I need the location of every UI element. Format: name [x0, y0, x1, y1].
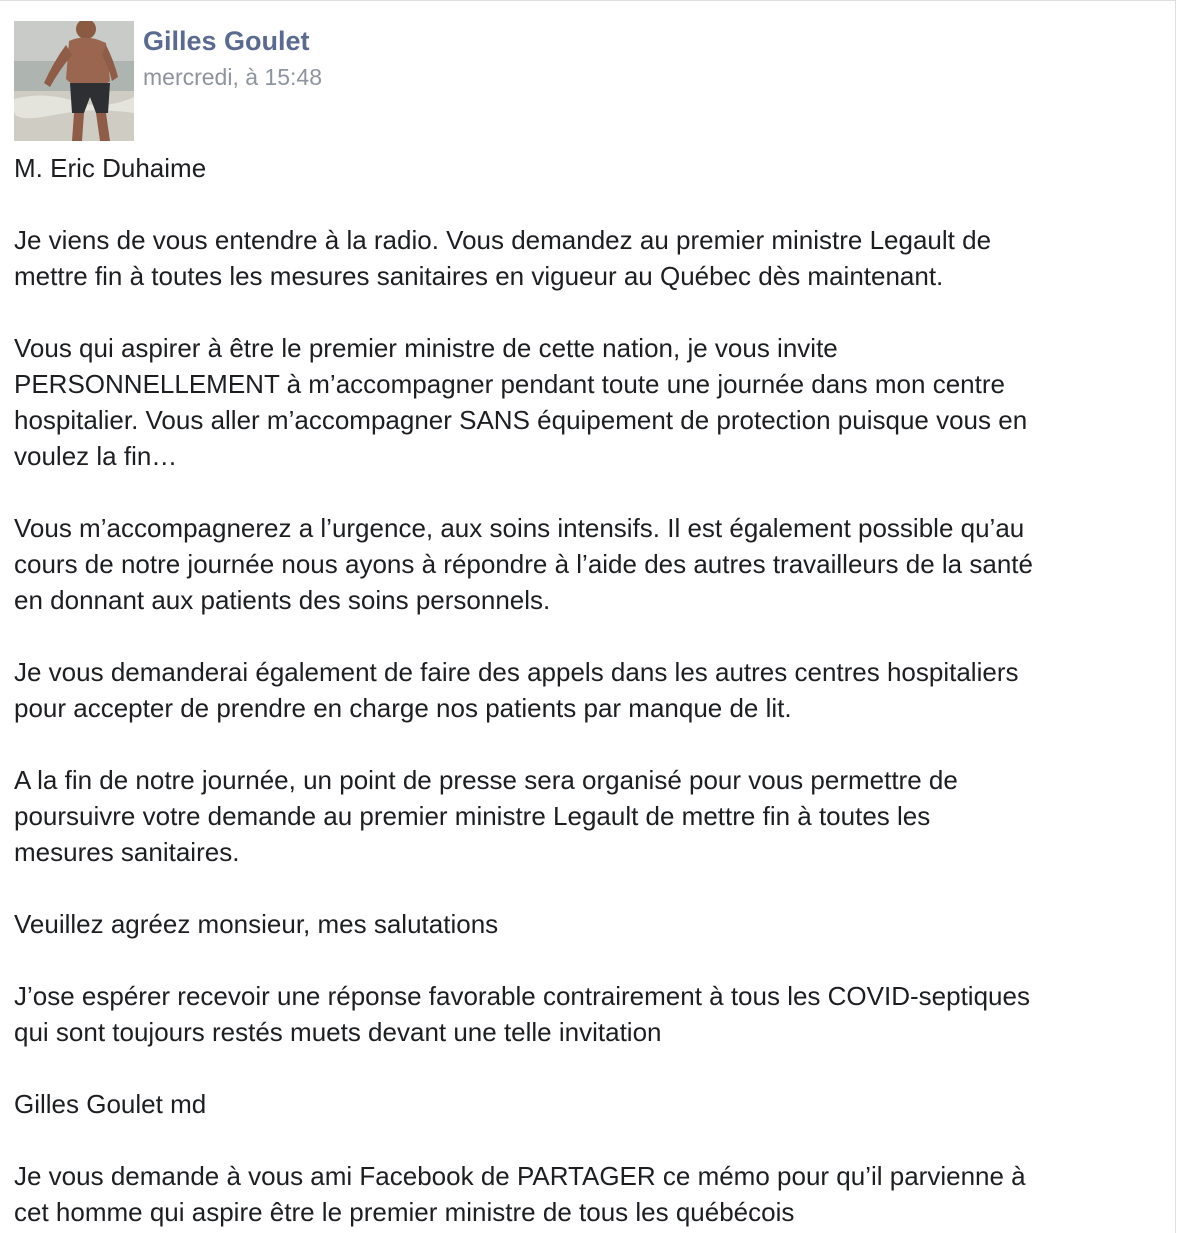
post-timestamp[interactable]: mercredi, à 15:48 — [143, 64, 322, 90]
post-paragraph-share-request: Je vous demande à vous ami Facebook de PARTAGER ce mémo pour qu’il parvienne à cet homme qui aspire être le premier ministre de tous les québécois — [14, 1161, 1026, 1227]
post-body — [14, 150, 1164, 1230]
avatar[interactable] — [14, 21, 134, 141]
post-paragraph-closing: Veuillez agréez monsieur, mes salutations — [14, 909, 499, 939]
avatar-photo-icon — [14, 21, 134, 141]
post-paragraph: Je vous demanderai également de faire des appels dans les autres centres hospitaliers pour accepter de prendre en charge nos patients par manque de lit. — [14, 657, 1019, 723]
post-paragraph: J’ose espérer recevoir une réponse favorable contrairement à tous les COVID-septiques qui sont toujours restés muets devant une telle invitation — [14, 981, 1030, 1047]
post-paragraph: Je viens de vous entendre à la radio. Vous demandez au premier ministre Legault de mettre fin à toutes les mesures sanitaires en vigueur au Québec dès maintenant. — [14, 225, 992, 291]
post-author-name[interactable]: Gilles Goulet — [143, 26, 310, 56]
post-paragraph-signature: Gilles Goulet md — [14, 1089, 207, 1119]
post-header — [14, 21, 714, 141]
post-paragraph: Vous m’accompagnerez a l’urgence, aux soins intensifs. Il est également possible qu’au cours de notre journée nous ayons à répondre à l’aide des autres travailleurs de la santé en donnant aux patients des soins personnels. — [14, 513, 1033, 615]
post-paragraph-salutation: M. Eric Duhaime — [14, 153, 207, 183]
post-paragraph: Vous qui aspirer à être le premier ministre de cette nation, je vous invite PERSONNELLEMENT à m’accompagner pendant toute une journée dans mon centre hospitalier. Vous aller m’accompagner SANS équipement de protection puisque vous en voulez la fin… — [14, 333, 1028, 471]
post-paragraph: A la fin de notre journée, un point de presse sera organisé pour vous permettre de poursuivre votre demande au premier ministre Legault de mettre fin à toutes les mesures sanitaires. — [14, 765, 958, 867]
